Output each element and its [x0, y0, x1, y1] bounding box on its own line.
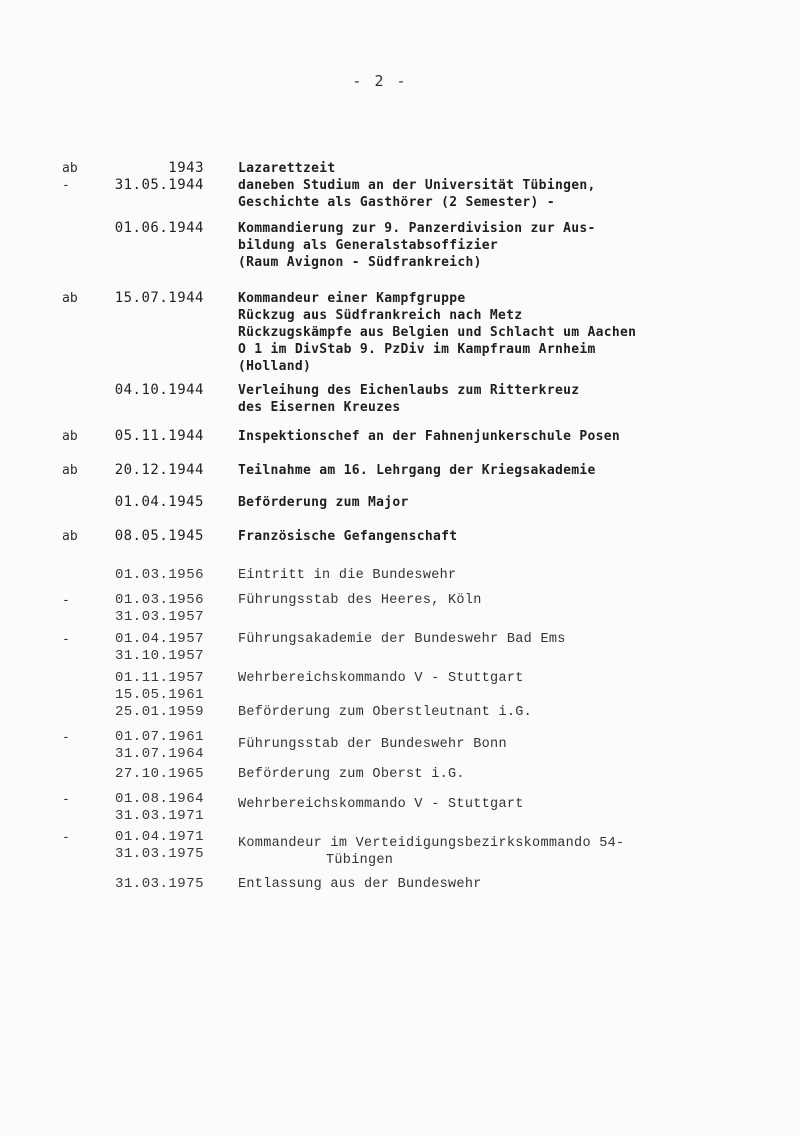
entry-prefix: ab -	[62, 161, 78, 193]
entry-prefix: ab	[62, 463, 78, 478]
entry-text: Entlassung aus der Bundeswehr	[238, 877, 482, 892]
entry-prefix: -	[62, 593, 70, 608]
entry-dates: 01.04.1945	[114, 494, 204, 510]
entry-text: Führungsstab der Bundeswehr Bonn	[238, 737, 507, 752]
entry-text: Kommandeur einer Kampfgruppe Rückzug aus Südfrankreich nach Metz Rückzugskämpfe aus Belgien und Schlacht um Aachen O 1 im DivStab 9. PzDiv im Kampfraum Arnheim (Holland)	[238, 291, 637, 374]
entry-dates: 20.12.1944	[114, 462, 204, 478]
entry-prefix: -	[62, 830, 70, 845]
entry-dates: 01.11.1957 15.05.1961	[114, 670, 204, 703]
entry-dates: 08.05.1945	[114, 528, 204, 544]
entry-text: Beförderung zum Oberst i.G.	[238, 767, 465, 782]
entry-text: Teilnahme am 16. Lehrgang der Kriegsakademie	[238, 463, 596, 478]
page-number: - 2 -	[352, 72, 408, 90]
entry-dates: 05.11.1944	[114, 428, 204, 444]
entry-text: Beförderung zum Major	[238, 495, 409, 510]
entry-text: Wehrbereichskommando V - Stuttgart	[238, 671, 524, 686]
entry-text: Französische Gefangenschaft	[238, 529, 458, 544]
entry-text: Kommandeur im Verteidigungsbezirkskommando 54- Tübingen	[238, 836, 625, 868]
entry-dates: 31.03.1975	[114, 876, 204, 892]
entry-text: Wehrbereichskommando V - Stuttgart	[238, 797, 524, 812]
entry-prefix: ab	[62, 291, 78, 306]
entry-prefix: -	[62, 632, 70, 647]
entry-dates: 04.10.1944	[114, 382, 204, 398]
entry-dates: 25.01.1959	[114, 704, 204, 720]
entry-text: Führungsstab des Heeres, Köln	[238, 593, 482, 608]
entry-dates: 01.03.1956	[114, 567, 204, 583]
entry-prefix: -	[62, 792, 70, 807]
entry-text: Lazarettzeit daneben Studium an der Universität Tübingen, Geschichte als Gasthörer (2 Semester) -	[238, 161, 596, 210]
entry-dates: 01.04.1971 31.03.1975	[114, 829, 204, 862]
entry-text: Führungsakademie der Bundeswehr Bad Ems	[238, 632, 566, 647]
entry-text: Beförderung zum Oberstleutnant i.G.	[238, 705, 533, 720]
entry-dates: 01.03.1956 31.03.1957	[114, 592, 204, 625]
entry-dates: 27.10.1965	[114, 766, 204, 782]
entry-dates: 15.07.1944	[114, 290, 204, 306]
entry-dates: 01.06.1944	[114, 220, 204, 236]
entry-dates: 01.04.1957 31.10.1957	[114, 631, 204, 664]
entry-text: Verleihung des Eichenlaubs zum Ritterkreuz des Eisernen Kreuzes	[238, 383, 580, 415]
entry-dates: 01.07.1961 31.07.1964	[114, 729, 204, 762]
entry-prefix: ab	[62, 529, 78, 544]
entry-text: Inspektionschef an der Fahnenjunkerschule Posen	[238, 429, 620, 444]
entry-text: Eintritt in die Bundeswehr	[238, 568, 457, 583]
entry-text: Kommandierung zur 9. Panzerdivision zur Aus- bildung als Generalstabsoffizier (Raum Avignon - Südfrankreich)	[238, 221, 596, 270]
entry-dates: 01.08.1964 31.03.1971	[114, 791, 204, 824]
entry-prefix: -	[62, 730, 70, 745]
entry-dates: 1943 31.05.1944	[114, 160, 204, 193]
entry-prefix: ab	[62, 429, 78, 444]
